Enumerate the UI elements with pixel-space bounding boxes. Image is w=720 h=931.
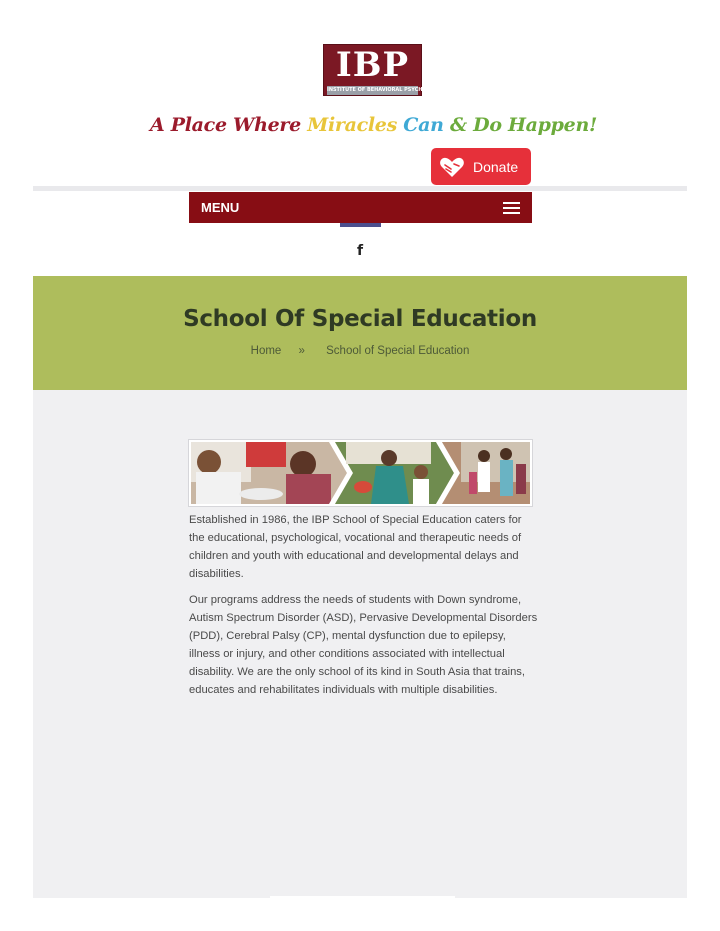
logo-subtitle: INSTITUTE OF BEHAVIORAL PSYCHOLOGY [327,87,442,93]
donate-label: Donate [473,158,519,175]
hamburger-icon [503,202,520,214]
site-logo[interactable] [323,44,442,96]
intro-paragraph: Established in 1986, the IBP School of Special Education caters for the educational, psychological, vocational and therapeutic needs of children and youth with educational and developmental delays and disabilities. [189,514,522,580]
content-bottom-tab [270,896,455,899]
breadcrumb-home-link[interactable]: Home [250,345,282,357]
tagline-part-1: A Place Where [150,114,301,136]
page-banner [33,276,687,390]
breadcrumb [33,345,687,357]
menu-label: MENU [201,200,240,215]
breadcrumb-separator-icon: » [298,345,305,357]
facebook-icon[interactable]: f [356,243,364,259]
main-menu-toggle[interactable] [189,192,532,223]
logo-letters: IBP [335,45,410,85]
page-title: School Of Special Education [183,306,537,332]
tagline-part-4: & Do Happen! [449,114,597,136]
header-divider [33,186,687,191]
tagline-part-2: Miracles [307,114,397,136]
breadcrumb-current: School of Special Education [326,345,470,357]
tagline-part-3: Can [403,114,444,136]
programs-paragraph: Our programs address the needs of students with Down syndrome, Autism Spectrum Disorder (ASD), Pervasive Developmental Disorders (PDD), Cerebral Palsy (CP), mental dysfunction due to epilepsy, illness or injury, and other conditions associated with intellectual disability. We are the only school of its kind in South Asia that trains, educates and rehabilitates individuals with multiple disabilities. [189,594,538,696]
menu-active-indicator [340,223,381,227]
donate-button[interactable] [431,148,531,185]
heart-hands-icon [439,156,465,178]
hero-image [189,440,532,506]
site-tagline [150,114,597,136]
